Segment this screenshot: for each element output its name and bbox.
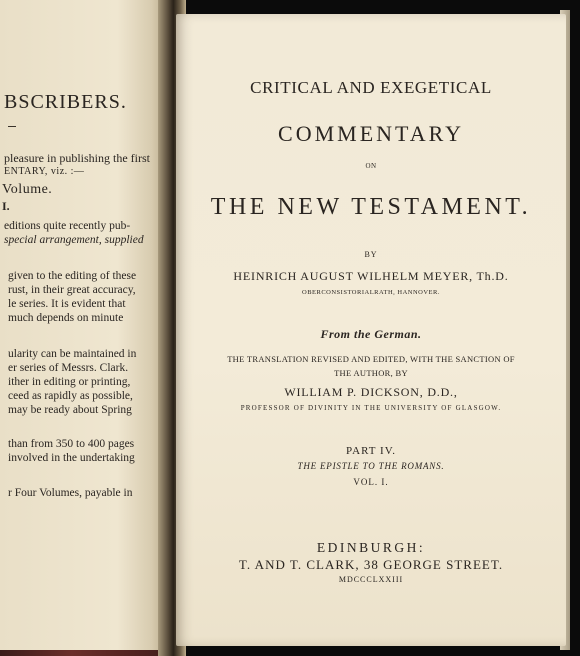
left-line: ceed as rapidly as possible, [8,390,133,402]
left-line: special arrangement, supplied [4,234,144,246]
left-line: involved in the undertaking [8,452,135,464]
editor-name: WILLIAM P. DICKSON, D.D., [284,385,458,399]
imprint-publisher: T. AND T. CLARK, 38 GEORGE STREET. [238,557,504,572]
left-page-heading: BSCRIBERS. [4,91,127,113]
translation-line-1: THE TRANSLATION REVISED AND EDITED, WITH THE SANCTION OF [227,354,515,364]
left-line: ither in editing or printing, [8,376,131,388]
title-line-1: CRITICAL AND EXEGETICAL [250,78,492,97]
left-line: le series. It is evident that [8,298,126,310]
epistle-title: THE EPISTLE TO THE ROMANS. [297,461,445,471]
left-line: er series of Messrs. Clark. [8,362,129,374]
author-name: HEINRICH AUGUST WILHELM MEYER, Th.D. [233,269,509,283]
part-number: PART IV. [346,445,396,457]
left-page-dash [8,126,16,127]
left-line: rust, in their great accuracy, [8,284,136,296]
translation-line-2: THE AUTHOR, BY [334,368,408,378]
title-line-4: THE NEW TESTAMENT. [210,194,532,220]
left-line: editions quite recently pub- [4,220,131,232]
title-line-3: ON [365,162,377,170]
left-line: ularity can be maintained in [8,348,137,360]
left-volume: Volume. [2,182,53,197]
volume-number: VOL. I. [353,477,389,487]
left-line: ENTARY, viz. :— [4,166,85,177]
editor-title: PROFESSOR OF DIVINITY IN THE UNIVERSITY OF GLASGOW. [240,404,502,412]
imprint-year: MDCCCLXXIII [338,575,404,584]
left-line: than from 350 to 400 pages [8,438,135,450]
left-line: much depends on minute [8,312,124,324]
imprint-city: EDINBURGH: [316,540,426,555]
by-line: BY [364,250,378,259]
left-line: given to the editing of these [8,270,137,282]
left-page [0,0,168,650]
left-line: r Four Volumes, payable in [8,487,133,499]
author-title: OBERCONSISTORIALRATH, HANNOVER. [302,289,440,296]
left-volume-roman: I. [2,199,10,213]
left-line: may be ready about Spring [8,404,132,416]
title-line-2: COMMENTARY [278,121,464,146]
left-line: pleasure in publishing the first [4,151,150,165]
from-the-german: From the German. [320,327,422,341]
